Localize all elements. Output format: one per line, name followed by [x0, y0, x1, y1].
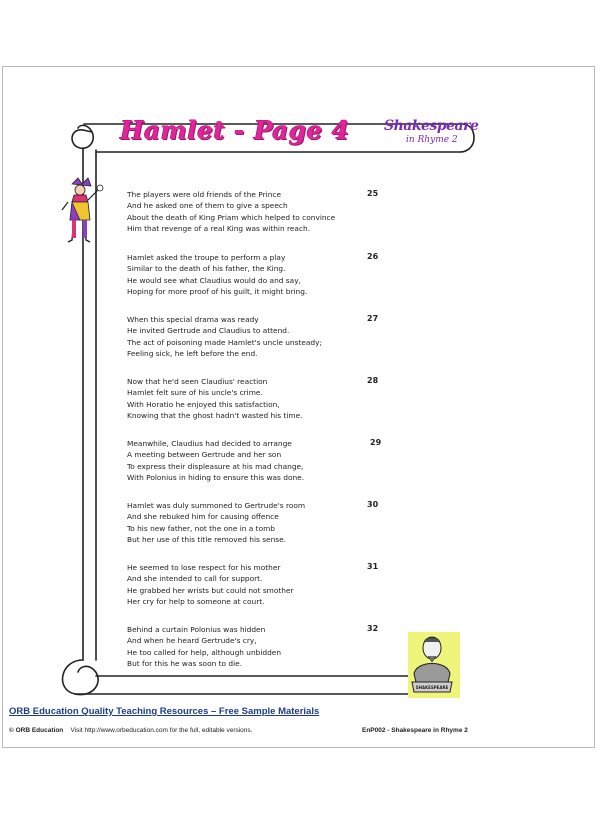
stanza-27 [127, 314, 427, 359]
stanza-number: 28 [367, 376, 379, 385]
footer-product-code: EnP002 - Shakespeare in Rhyme 2 [362, 727, 468, 734]
footer-info [9, 727, 252, 734]
stanza-line: With Polonius in hiding to ensure this was done. [127, 472, 305, 482]
stanza-line: Now that he'd seen Claudius' reaction [127, 377, 268, 386]
stanza-number: 29 [370, 438, 382, 447]
stanza-number: 30 [367, 500, 379, 509]
footer-copyright: © ORB Education [9, 727, 64, 734]
stanza-line: When this special drama was ready [127, 315, 259, 324]
stanza-line: Him that revenge of a real King was within reach. [127, 223, 311, 233]
stanza-line: Her cry for help to someone at court. [127, 596, 265, 606]
footer-visit-link[interactable]: Visit http://www.orbeducation.com for the full, editable versions. [70, 727, 253, 734]
stanza-line: The players were old friends of the Prince [127, 190, 281, 199]
stanza-line: A meeting between Gertrude and her son [127, 450, 282, 460]
stanza-line: Behind a curtain Polonius was hidden [127, 625, 266, 634]
stanza-line: He would see what Claudius would do and say, [127, 275, 301, 285]
page-title: Hamlet - Page 4 [120, 116, 350, 145]
stanza-line: He grabbed her wrists but could not smother [127, 585, 294, 595]
logo-line-2: in Rhyme 2 [406, 135, 458, 145]
stanza-line: Knowing that the ghost hadn't wasted his time. [127, 410, 303, 420]
stanza-29 [127, 438, 427, 483]
stanza-line: Feeling sick, he left before the end. [127, 348, 258, 358]
jester-icon [58, 176, 106, 246]
stanza-number: 32 [367, 624, 379, 633]
stanza-28 [127, 376, 427, 421]
bust-label: SHAKESPEARE [415, 685, 449, 690]
stanza-line: Hamlet asked the troupe to perform a play [127, 253, 286, 262]
stanza-line: And when he heard Gertrude's cry, [127, 636, 257, 646]
stanza-number: 26 [367, 252, 379, 261]
stanza-line: To his new father, not the one in a tomb [127, 523, 275, 533]
stanza-line: To express their displeasure at his mad change, [127, 461, 304, 471]
stanza-31 [127, 562, 427, 607]
stanza-line: Hamlet was duly summoned to Gertrude's room [127, 501, 306, 510]
footer-title: ORB Education Quality Teaching Resources – Free Sample Materials [9, 706, 320, 717]
stanza-line: Hamlet felt sure of his uncle's crime. [127, 388, 263, 398]
stanza-30 [127, 500, 427, 545]
logo-line-1: Shakespeare [384, 118, 479, 134]
stanza-line: Hoping for more proof of his guilt, it might bring. [127, 286, 308, 296]
stanza-line: And he asked one of them to give a speech [127, 201, 288, 211]
stanza-line: But her use of this title removed his sense. [127, 534, 287, 544]
stanza-line: And she rebuked him for causing offence [127, 512, 279, 522]
stanza-line: He too called for help, although unbidden [127, 647, 282, 657]
stanza-line: Meanwhile, Claudius had decided to arrange [127, 439, 292, 448]
stanza-line: He invited Gertrude and Claudius to attend. [127, 326, 290, 336]
stanza-32 [127, 624, 427, 669]
stanza-line: And she intended to call for support. [127, 574, 263, 584]
stanza-26 [127, 252, 427, 297]
stanza-line: But for this he was soon to die. [127, 658, 243, 668]
stanza-line: He seemed to lose respect for his mother [127, 563, 281, 572]
stanza-line: About the death of King Priam which helped to convince [127, 212, 336, 222]
stanza-line: With Horatio he enjoyed this satisfaction, [127, 399, 280, 409]
stanza-25 [127, 189, 427, 234]
stanza-number: 27 [367, 314, 379, 323]
stanza-number: 31 [367, 562, 379, 571]
stanza-line: Similar to the death of his father, the King. [127, 264, 286, 274]
stanza-line: The act of poisoning made Hamlet's uncle unsteady; [127, 337, 322, 347]
stanza-number: 25 [367, 189, 379, 198]
shakespeare-in-rhyme-logo [384, 118, 479, 156]
